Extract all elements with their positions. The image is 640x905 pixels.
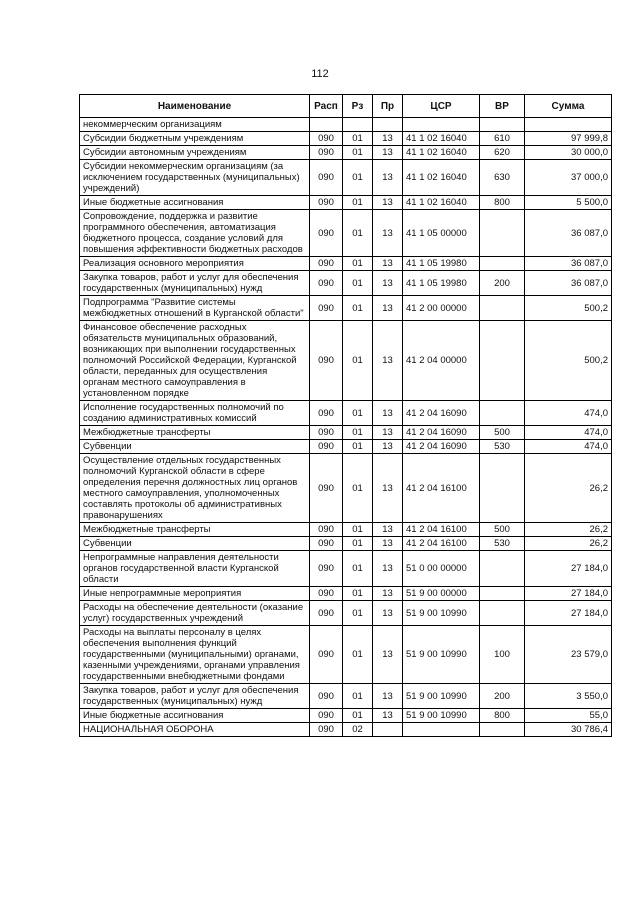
cell-rz: 01 — [343, 626, 373, 684]
cell-name: Исполнение государственных полномочий по созданию административных комиссий — [80, 401, 310, 426]
cell-name: Межбюджетные трансферты — [80, 426, 310, 440]
cell-pr: 13 — [373, 271, 403, 296]
cell-sum: 36 087,0 — [525, 210, 612, 257]
cell-rz: 01 — [343, 132, 373, 146]
cell-sum: 26,2 — [525, 523, 612, 537]
cell-vr: 100 — [480, 626, 525, 684]
cell-name: НАЦИОНАЛЬНАЯ ОБОРОНА — [80, 723, 310, 737]
cell-sum: 36 087,0 — [525, 257, 612, 271]
cell-vr — [480, 551, 525, 587]
page-number: 112 — [311, 68, 329, 80]
cell-rz: 01 — [343, 684, 373, 709]
column-header-vr: ВР — [480, 95, 525, 118]
cell-sum: 36 087,0 — [525, 271, 612, 296]
cell-sum: 30 000,0 — [525, 146, 612, 160]
cell-rasp: 090 — [310, 723, 343, 737]
table-row — [80, 296, 612, 321]
cell-pr: 13 — [373, 523, 403, 537]
cell-csr: 41 2 04 16100 — [403, 537, 480, 551]
cell-sum: 500,2 — [525, 296, 612, 321]
cell-name: Иные бюджетные ассигнования — [80, 709, 310, 723]
cell-pr: 13 — [373, 709, 403, 723]
cell-csr: 51 9 00 10990 — [403, 709, 480, 723]
cell-sum: 5 500,0 — [525, 196, 612, 210]
cell-rasp: 090 — [310, 210, 343, 257]
cell-rz: 01 — [343, 523, 373, 537]
table-row — [80, 146, 612, 160]
cell-name: Иные непрограммные мероприятия — [80, 587, 310, 601]
table-row — [80, 709, 612, 723]
cell-csr: 41 2 04 16090 — [403, 401, 480, 426]
cell-sum: 26,2 — [525, 537, 612, 551]
cell-sum: 30 786,4 — [525, 723, 612, 737]
cell-rasp: 090 — [310, 684, 343, 709]
cell-name: Закупка товаров, работ и услуг для обеспечения государственных (муниципальных) нужд — [80, 271, 310, 296]
cell-pr: 13 — [373, 321, 403, 401]
cell-vr — [480, 257, 525, 271]
cell-vr — [480, 587, 525, 601]
table-row — [80, 587, 612, 601]
cell-pr: 13 — [373, 601, 403, 626]
cell-name: Непрограммные направления деятельности органов государственной власти Курганской области — [80, 551, 310, 587]
cell-rasp: 090 — [310, 271, 343, 296]
cell-name: Закупка товаров, работ и услуг для обеспечения государственных (муниципальных) нужд — [80, 684, 310, 709]
cell-vr: 500 — [480, 523, 525, 537]
cell-rasp: 090 — [310, 401, 343, 426]
cell-sum: 55,0 — [525, 709, 612, 723]
cell-rz: 01 — [343, 587, 373, 601]
cell-csr — [403, 118, 480, 132]
table-row — [80, 196, 612, 210]
table-row — [80, 551, 612, 587]
cell-pr: 13 — [373, 587, 403, 601]
cell-vr: 530 — [480, 537, 525, 551]
cell-rasp: 090 — [310, 601, 343, 626]
table-row — [80, 684, 612, 709]
cell-rasp: 090 — [310, 626, 343, 684]
table-row — [80, 132, 612, 146]
cell-csr: 41 1 02 16040 — [403, 132, 480, 146]
table-row — [80, 401, 612, 426]
table-row — [80, 523, 612, 537]
table-header-row — [80, 95, 612, 118]
cell-csr: 41 1 05 00000 — [403, 210, 480, 257]
cell-sum: 26,2 — [525, 454, 612, 523]
cell-vr — [480, 401, 525, 426]
cell-name: Субсидии автономным учреждениям — [80, 146, 310, 160]
cell-rasp: 090 — [310, 537, 343, 551]
cell-csr: 41 1 05 19980 — [403, 257, 480, 271]
cell-pr: 13 — [373, 426, 403, 440]
cell-rz — [343, 118, 373, 132]
cell-pr: 13 — [373, 537, 403, 551]
cell-vr: 530 — [480, 440, 525, 454]
cell-sum: 27 184,0 — [525, 587, 612, 601]
cell-sum: 3 550,0 — [525, 684, 612, 709]
column-header-name: Наименование — [80, 95, 310, 118]
cell-rz: 01 — [343, 160, 373, 196]
cell-name: Расходы на обеспечение деятельности (оказание услуг) государственных учреждений — [80, 601, 310, 626]
cell-rz: 01 — [343, 709, 373, 723]
cell-sum: 500,2 — [525, 321, 612, 401]
cell-name: Реализация основного мероприятия — [80, 257, 310, 271]
cell-csr: 41 2 00 00000 — [403, 296, 480, 321]
cell-vr: 200 — [480, 271, 525, 296]
cell-rasp: 090 — [310, 440, 343, 454]
table-row — [80, 160, 612, 196]
cell-rasp — [310, 118, 343, 132]
cell-rz: 01 — [343, 271, 373, 296]
cell-csr: 41 1 02 16040 — [403, 146, 480, 160]
table-row — [80, 210, 612, 257]
cell-csr: 41 2 04 16100 — [403, 523, 480, 537]
cell-rasp: 090 — [310, 426, 343, 440]
cell-rz: 02 — [343, 723, 373, 737]
cell-name: Межбюджетные трансферты — [80, 523, 310, 537]
cell-csr: 41 1 02 16040 — [403, 196, 480, 210]
table-row — [80, 601, 612, 626]
cell-csr — [403, 723, 480, 737]
cell-pr: 13 — [373, 296, 403, 321]
cell-sum: 474,0 — [525, 440, 612, 454]
cell-pr — [373, 723, 403, 737]
cell-vr: 620 — [480, 146, 525, 160]
cell-sum: 97 999,8 — [525, 132, 612, 146]
cell-pr: 13 — [373, 196, 403, 210]
cell-rasp: 090 — [310, 551, 343, 587]
cell-csr: 41 1 02 16040 — [403, 160, 480, 196]
cell-vr — [480, 296, 525, 321]
cell-csr: 51 9 00 00000 — [403, 587, 480, 601]
cell-csr: 41 2 04 16090 — [403, 440, 480, 454]
cell-sum: 27 184,0 — [525, 601, 612, 626]
cell-rasp: 090 — [310, 196, 343, 210]
cell-name: Расходы на выплаты персоналу в целях обеспечения выполнения функций государственными (муниципальными) органами, казенными учреждениями, органами управления государственными внебюджетными фондами — [80, 626, 310, 684]
cell-rasp: 090 — [310, 321, 343, 401]
cell-rz: 01 — [343, 210, 373, 257]
cell-vr — [480, 454, 525, 523]
cell-sum — [525, 118, 612, 132]
cell-csr: 51 9 00 10990 — [403, 684, 480, 709]
cell-rasp: 090 — [310, 587, 343, 601]
cell-pr: 13 — [373, 132, 403, 146]
table-row — [80, 271, 612, 296]
cell-sum: 37 000,0 — [525, 160, 612, 196]
cell-name: некоммерческим организациям — [80, 118, 310, 132]
cell-rz: 01 — [343, 196, 373, 210]
cell-pr: 13 — [373, 210, 403, 257]
cell-vr — [480, 723, 525, 737]
cell-pr: 13 — [373, 626, 403, 684]
cell-name: Сопровождение, поддержка и развитие программного обеспечения, автоматизация бюджетного процесса, создание условий для повышения эффективности бюджетных расходов — [80, 210, 310, 257]
table-row — [80, 257, 612, 271]
cell-sum: 23 579,0 — [525, 626, 612, 684]
cell-rz: 01 — [343, 257, 373, 271]
column-header-rz: Рз — [343, 95, 373, 118]
cell-pr: 13 — [373, 440, 403, 454]
cell-name: Финансовое обеспечение расходных обязательств муниципальных образований, возникающих при выполнении государственных полномочий Российской Федерации, Курганской области, переданных для осуществления органам местного самоуправления в установленном порядке — [80, 321, 310, 401]
budget-table — [79, 94, 612, 737]
cell-pr: 13 — [373, 551, 403, 587]
cell-pr — [373, 118, 403, 132]
cell-rasp: 090 — [310, 709, 343, 723]
cell-pr: 13 — [373, 401, 403, 426]
cell-rasp: 090 — [310, 257, 343, 271]
cell-name: Подпрограмма "Развитие системы межбюджетных отношений в Курганской области" — [80, 296, 310, 321]
cell-rasp: 090 — [310, 132, 343, 146]
cell-vr: 500 — [480, 426, 525, 440]
cell-rz: 01 — [343, 321, 373, 401]
cell-rasp: 090 — [310, 454, 343, 523]
cell-sum: 474,0 — [525, 401, 612, 426]
cell-csr: 51 0 00 00000 — [403, 551, 480, 587]
cell-csr: 51 9 00 10990 — [403, 626, 480, 684]
table-row — [80, 454, 612, 523]
cell-rasp: 090 — [310, 146, 343, 160]
cell-rasp: 090 — [310, 160, 343, 196]
cell-csr: 41 2 04 16100 — [403, 454, 480, 523]
cell-name: Субсидии бюджетным учреждениям — [80, 132, 310, 146]
cell-csr: 41 2 04 16090 — [403, 426, 480, 440]
table-row — [80, 626, 612, 684]
table-row — [80, 426, 612, 440]
cell-pr: 13 — [373, 454, 403, 523]
column-header-csr: ЦСР — [403, 95, 480, 118]
cell-vr: 800 — [480, 196, 525, 210]
cell-rz: 01 — [343, 146, 373, 160]
cell-pr: 13 — [373, 684, 403, 709]
cell-rasp: 090 — [310, 296, 343, 321]
cell-vr — [480, 601, 525, 626]
cell-rz: 01 — [343, 401, 373, 426]
cell-pr: 13 — [373, 257, 403, 271]
cell-vr — [480, 118, 525, 132]
cell-rz: 01 — [343, 440, 373, 454]
cell-vr: 800 — [480, 709, 525, 723]
cell-vr: 630 — [480, 160, 525, 196]
cell-vr: 610 — [480, 132, 525, 146]
cell-rz: 01 — [343, 601, 373, 626]
cell-name: Субсидии некоммерческим организациям (за исключением государственных (муниципальных) учреждений) — [80, 160, 310, 196]
cell-rz: 01 — [343, 537, 373, 551]
cell-name: Субвенции — [80, 440, 310, 454]
column-header-pr: Пр — [373, 95, 403, 118]
cell-rasp: 090 — [310, 523, 343, 537]
cell-rz: 01 — [343, 296, 373, 321]
cell-sum: 27 184,0 — [525, 551, 612, 587]
column-header-rasp: Расп — [310, 95, 343, 118]
table-row — [80, 537, 612, 551]
cell-sum: 474,0 — [525, 426, 612, 440]
cell-rz: 01 — [343, 426, 373, 440]
cell-pr: 13 — [373, 146, 403, 160]
cell-name: Осуществление отдельных государственных полномочий Курганской области в сфере определения перечня должностных лиц органов местного самоуправления, уполномоченных составлять протоколы об административных правонарушениях — [80, 454, 310, 523]
cell-rz: 01 — [343, 454, 373, 523]
cell-vr — [480, 321, 525, 401]
cell-csr: 51 9 00 10990 — [403, 601, 480, 626]
table-row — [80, 723, 612, 737]
cell-name: Иные бюджетные ассигнования — [80, 196, 310, 210]
cell-rz: 01 — [343, 551, 373, 587]
cell-csr: 41 1 05 19980 — [403, 271, 480, 296]
cell-pr: 13 — [373, 160, 403, 196]
column-header-sum: Сумма — [525, 95, 612, 118]
table-row — [80, 321, 612, 401]
cell-vr — [480, 210, 525, 257]
cell-name: Субвенции — [80, 537, 310, 551]
table-row — [80, 440, 612, 454]
table-row — [80, 118, 612, 132]
cell-vr: 200 — [480, 684, 525, 709]
cell-csr: 41 2 04 00000 — [403, 321, 480, 401]
